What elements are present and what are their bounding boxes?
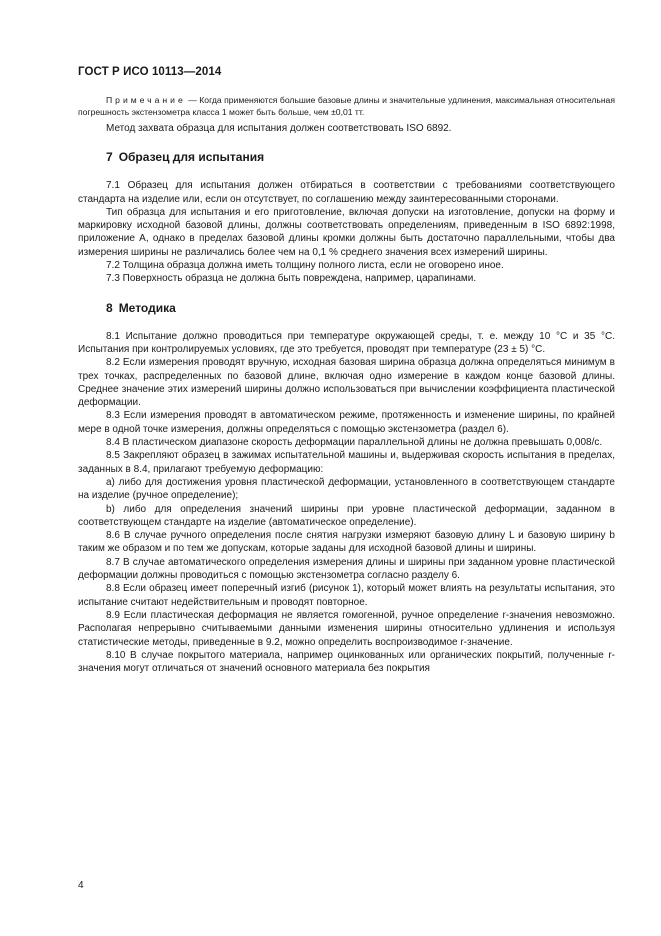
para-7-1-b: Тип образца для испытания и его приготовление, включая допуски на изготовление, допуски на форму и маркировку исходной базовой длины, должны соответствовать определениям, приведенным в ISO 6892:1998, приложение А, однако в пределах базовой длины кромки должны быть достаточно параллельными, чтобы два измерения ширины не различались более чем на 0,1 % среднего значения всех измерений ширины. bbox=[78, 206, 615, 258]
para-8-8: 8.8 Если образец имеет поперечный изгиб (рисунок 1), который может влиять на результаты испытания, это испытание считают недействительным и проводят повторное. bbox=[78, 583, 615, 608]
para-8-6: 8.6 В случае ручного определения после снятия нагрузки измеряют базовую длину L и базовую ширину b таким же образом и по тем же допускам, которые заданы для исходной базовой длины и ширины. bbox=[78, 530, 615, 555]
note-paragraph bbox=[78, 94, 615, 118]
document-body bbox=[78, 94, 615, 675]
para-7-2: 7.2 Толщина образца должна иметь толщину полного листа, если не оговорено иное. bbox=[106, 260, 504, 272]
section-8-title: Методика bbox=[118, 300, 176, 315]
section-8-heading bbox=[106, 300, 615, 316]
section-7-number: 7 bbox=[106, 150, 113, 165]
para-8-5-b: b) либо для определения значений ширины при уровне пластической деформации, заданном в соответствующем стандарте на изделие (автоматическое определение). bbox=[78, 503, 615, 528]
para-8-2: 8.2 Если измерения проводят вручную, исходная базовая ширина образца должна определяться минимум в трех точках, распределенных по базовой длине, включая одно измерение в каждом конце базовой длины. Среднее значение этих измерений ширины должно использоваться при вычислении коэффициента пластической деформации. bbox=[78, 357, 615, 409]
para-8-4: 8.4 В пластическом диапазоне скорость деформации параллельной длины не должна превышать 0,008/с. bbox=[106, 437, 603, 449]
para-7-1: 7.1 Образец для испытания должен отбираться в соответствии с требованиями соответствующего стандарта на изделие или, если он отсутствует, по соглашению между заинтересованными сторонами. bbox=[78, 180, 615, 205]
para-8-5: 8.5 Закрепляют образец в зажимах испытательной машины и, выдерживая скорость испытания в пределах, заданных в 8.4, прилагают требуемую деформацию: bbox=[78, 450, 615, 475]
para-8-3: 8.3 Если измерения проводят в автоматическом режиме, протяженность и изменение ширины, по крайней мере в одной точке измерения, должны определяться с помощью экстензометра (раздел 6). bbox=[78, 410, 615, 435]
para-8-9: 8.9 Если пластическая деформация не является гомогенной, ручное определение r-значения невозможно. Располагая непрерывно считываемыми данными изменения ширины относительно удлинения и используя статистические методы, приведенные в 9.2, можно определить воспроизводимое r-значение. bbox=[78, 609, 615, 648]
note-lead: Примечание bbox=[106, 95, 186, 105]
para-7-3: 7.3 Поверхность образца не должна быть повреждена, например, царапинами. bbox=[106, 273, 477, 285]
note-text: — Когда применяются большие базовые длины и значительные удлинения, максимальная относительная погрешность экстензометра класса 1 может быть больше, чем ±0,01 тт. bbox=[78, 95, 615, 117]
para-8-7: 8.7 В случае автоматического определения измерения длины и ширины при заданном уровне пластической деформации должны проводиться с помощью экстензометра согласно разделу 6. bbox=[78, 556, 615, 582]
section-7-heading bbox=[106, 149, 615, 165]
section-8-number: 8 bbox=[106, 300, 113, 315]
grip-paragraph: Метод захвата образца для испытания должен соответствовать ISO 6892. bbox=[106, 123, 452, 134]
para-8-10: 8.10 В случае покрытого материала, например оцинкованных или органических покрытий, полученные r-значения могут отличаться от значений основного материала без покрытия bbox=[78, 649, 615, 675]
page-number: 4 bbox=[78, 880, 84, 891]
section-7-title: Образец для испытания bbox=[118, 150, 265, 165]
document-header: ГОСТ Р ИСО 10113—2014 bbox=[78, 66, 222, 78]
para-8-1: 8.1 Испытание должно проводиться при температуре окружающей среды, т. е. между 10 °С и 35 °С. Испытания при контролируемых условиях, где это требуется, проводят при температуре (23 ± 5) °С. bbox=[78, 330, 615, 355]
para-8-5-a: a) либо для достижения уровня пластической деформации, установленного в соответствующем стандарте на изделие (ручное определение); bbox=[78, 476, 615, 502]
